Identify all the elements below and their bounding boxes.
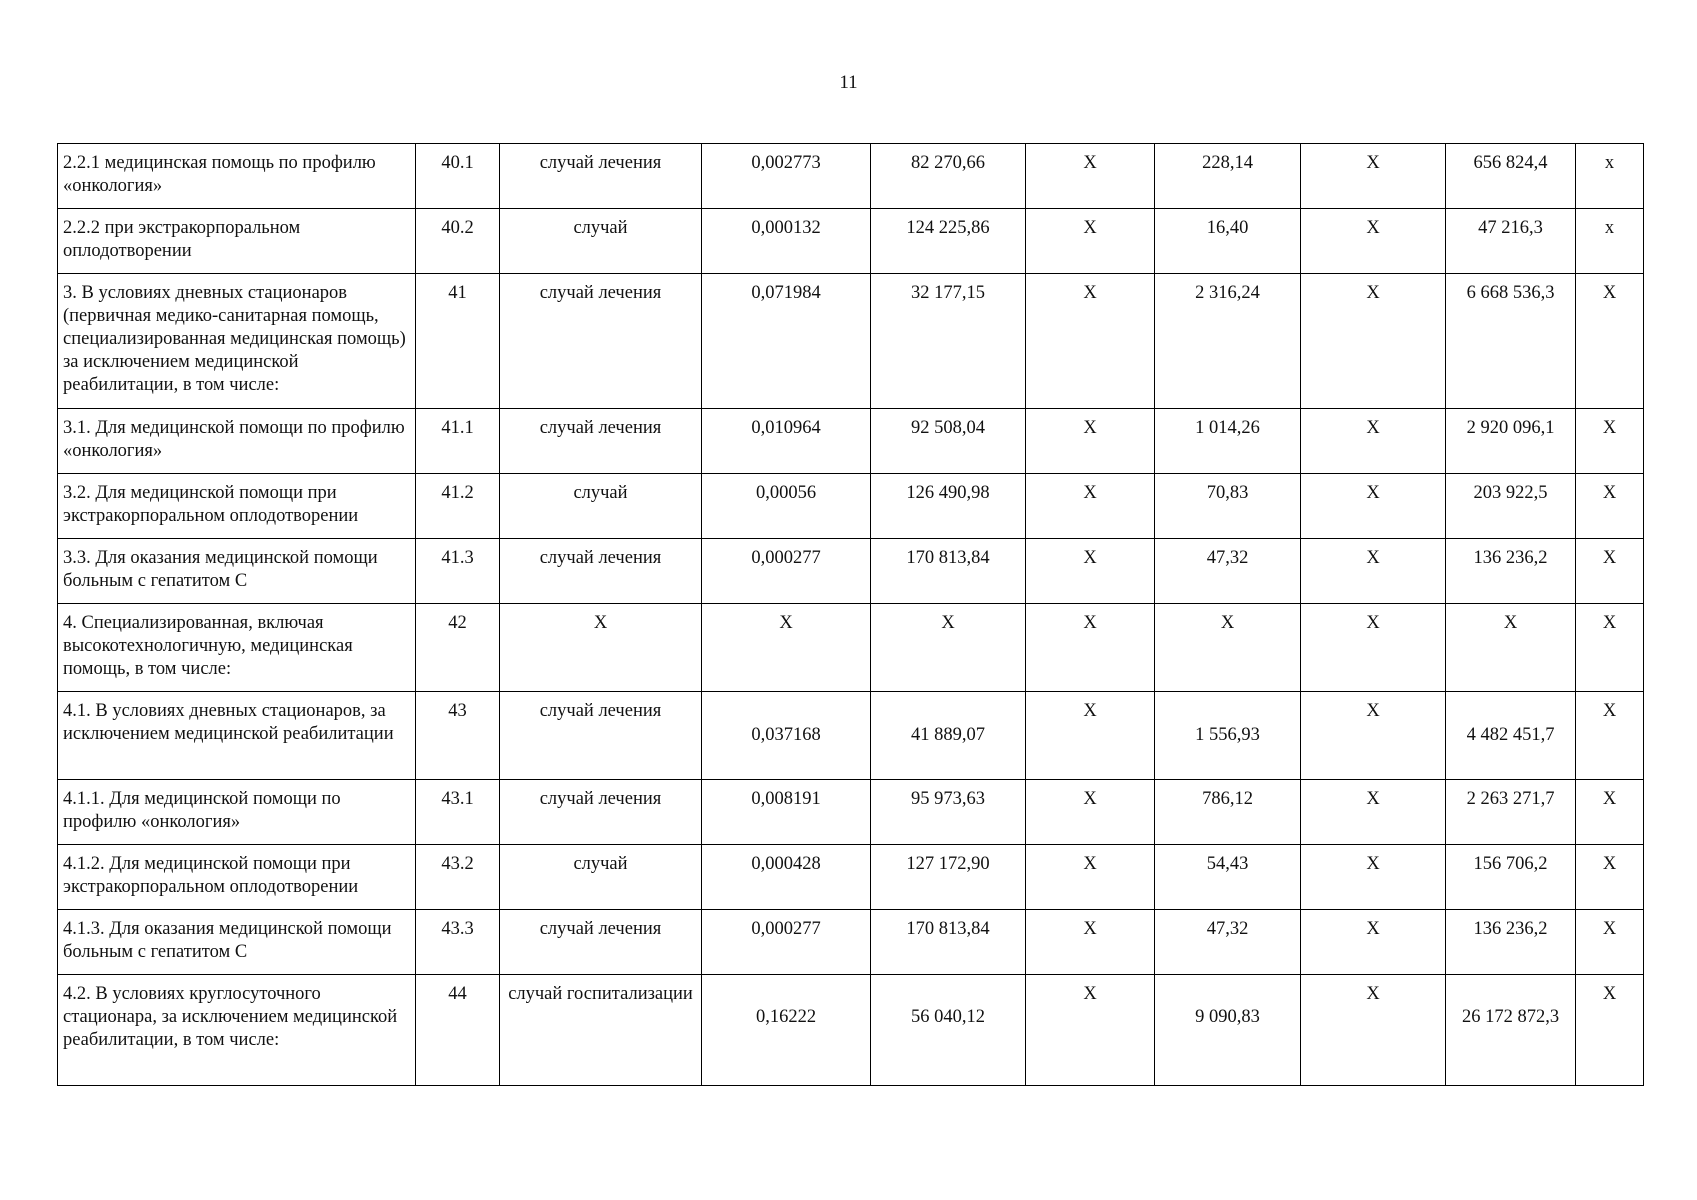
- row-code: 43.3: [416, 910, 500, 975]
- row-total: 2 920 096,1: [1446, 409, 1576, 474]
- row-per-capita: 9 090,83: [1155, 975, 1301, 1086]
- row-name: 4.1.1. Для медицинской помощи по профилю «онкология»: [58, 780, 416, 845]
- row-code: 41: [416, 274, 500, 409]
- row-col6: X: [1026, 780, 1155, 845]
- row-cost: 41 889,07: [871, 692, 1026, 780]
- row-norm: X: [702, 604, 871, 692]
- row-col6: X: [1026, 539, 1155, 604]
- table-row: [58, 845, 1644, 910]
- row-unit: случай: [500, 474, 702, 539]
- row-total: 2 263 271,7: [1446, 780, 1576, 845]
- row-name: 3.1. Для медицинской помощи по профилю «онкология»: [58, 409, 416, 474]
- row-norm: 0,000277: [702, 910, 871, 975]
- row-cost: 82 270,66: [871, 144, 1026, 209]
- row-col6: X: [1026, 209, 1155, 274]
- row-name: 4.1.2. Для медицинской помощи при экстракорпоральном оплодотворении: [58, 845, 416, 910]
- row-norm: 0,010964: [702, 409, 871, 474]
- row-col8: X: [1301, 604, 1446, 692]
- row-total: 6 668 536,3: [1446, 274, 1576, 409]
- row-code: 41.3: [416, 539, 500, 604]
- row-name: 3. В условиях дневных стационаров (первичная медико-санитарная помощь, специализированная медицинская помощь) за исключением медицинской реабилитации, в том числе:: [58, 274, 416, 409]
- row-name: 3.3. Для оказания медицинской помощи больным с гепатитом С: [58, 539, 416, 604]
- row-col8: X: [1301, 274, 1446, 409]
- row-total: 656 824,4: [1446, 144, 1576, 209]
- row-col10: X: [1576, 409, 1644, 474]
- row-unit: случай лечения: [500, 144, 702, 209]
- row-cost: 127 172,90: [871, 845, 1026, 910]
- row-norm: 0,000428: [702, 845, 871, 910]
- row-code: 41.1: [416, 409, 500, 474]
- row-total: X: [1446, 604, 1576, 692]
- row-col6: X: [1026, 692, 1155, 780]
- row-col6: X: [1026, 144, 1155, 209]
- row-unit: случай: [500, 209, 702, 274]
- row-norm: 0,000277: [702, 539, 871, 604]
- row-cost: 56 040,12: [871, 975, 1026, 1086]
- row-total: 26 172 872,3: [1446, 975, 1576, 1086]
- row-unit: случай лечения: [500, 692, 702, 780]
- row-name: 4.2. В условиях круглосуточного стационара, за исключением медицинской реабилитации, в том числе:: [58, 975, 416, 1086]
- row-name: 2.2.2 при экстракорпоральном оплодотворении: [58, 209, 416, 274]
- row-name: 2.2.1 медицинская помощь по профилю «онкология»: [58, 144, 416, 209]
- row-unit: случай: [500, 845, 702, 910]
- row-total: 47 216,3: [1446, 209, 1576, 274]
- row-total: 156 706,2: [1446, 845, 1576, 910]
- table-row: [58, 274, 1644, 409]
- row-per-capita: 1 556,93: [1155, 692, 1301, 780]
- row-per-capita: 786,12: [1155, 780, 1301, 845]
- table-row: [58, 539, 1644, 604]
- row-code: 41.2: [416, 474, 500, 539]
- row-norm: 0,002773: [702, 144, 871, 209]
- row-cost: 126 490,98: [871, 474, 1026, 539]
- row-unit: X: [500, 604, 702, 692]
- row-cost: 170 813,84: [871, 910, 1026, 975]
- row-col8: X: [1301, 780, 1446, 845]
- row-per-capita: 54,43: [1155, 845, 1301, 910]
- row-col10: X: [1576, 474, 1644, 539]
- row-cost: X: [871, 604, 1026, 692]
- table-row: [58, 474, 1644, 539]
- row-col6: X: [1026, 604, 1155, 692]
- row-per-capita: 2 316,24: [1155, 274, 1301, 409]
- row-norm: 0,071984: [702, 274, 871, 409]
- table-row: [58, 975, 1644, 1086]
- row-norm: 0,000132: [702, 209, 871, 274]
- row-cost: 124 225,86: [871, 209, 1026, 274]
- row-col6: X: [1026, 474, 1155, 539]
- row-col6: X: [1026, 910, 1155, 975]
- norms-table: [57, 143, 1644, 1086]
- row-code: 40.2: [416, 209, 500, 274]
- row-col6: X: [1026, 845, 1155, 910]
- row-unit: случай лечения: [500, 780, 702, 845]
- row-col10: X: [1576, 845, 1644, 910]
- row-code: 44: [416, 975, 500, 1086]
- row-name: 4. Специализированная, включая высокотехнологичную, медицинская помощь, в том числе:: [58, 604, 416, 692]
- table-row: [58, 692, 1644, 780]
- row-total: 136 236,2: [1446, 910, 1576, 975]
- table-row: [58, 144, 1644, 209]
- page-number: 11: [839, 72, 858, 93]
- row-norm: 0,037168: [702, 692, 871, 780]
- row-per-capita: 1 014,26: [1155, 409, 1301, 474]
- row-norm: 0,00056: [702, 474, 871, 539]
- row-cost: 170 813,84: [871, 539, 1026, 604]
- row-col8: X: [1301, 409, 1446, 474]
- row-name: 4.1. В условиях дневных стационаров, за исключением медицинской реабилитации: [58, 692, 416, 780]
- row-unit: случай госпитализации: [500, 975, 702, 1086]
- table-row: [58, 780, 1644, 845]
- row-col10: X: [1576, 539, 1644, 604]
- row-norm: 0,16222: [702, 975, 871, 1086]
- row-col10: X: [1576, 274, 1644, 409]
- row-code: 43.2: [416, 845, 500, 910]
- row-col6: X: [1026, 409, 1155, 474]
- row-col10: х: [1576, 144, 1644, 209]
- row-col10: X: [1576, 604, 1644, 692]
- row-unit: случай лечения: [500, 910, 702, 975]
- row-per-capita: X: [1155, 604, 1301, 692]
- row-code: 42: [416, 604, 500, 692]
- row-col10: X: [1576, 692, 1644, 780]
- row-col10: х: [1576, 209, 1644, 274]
- row-col8: X: [1301, 975, 1446, 1086]
- row-total: 203 922,5: [1446, 474, 1576, 539]
- row-col6: X: [1026, 274, 1155, 409]
- row-code: 43.1: [416, 780, 500, 845]
- row-col8: X: [1301, 692, 1446, 780]
- row-col8: X: [1301, 539, 1446, 604]
- row-code: 43: [416, 692, 500, 780]
- table-row: [58, 910, 1644, 975]
- row-cost: 32 177,15: [871, 274, 1026, 409]
- table-row: [58, 604, 1644, 692]
- row-per-capita: 47,32: [1155, 539, 1301, 604]
- table-row: [58, 409, 1644, 474]
- row-unit: случай лечения: [500, 409, 702, 474]
- row-total: 136 236,2: [1446, 539, 1576, 604]
- row-per-capita: 47,32: [1155, 910, 1301, 975]
- row-cost: 92 508,04: [871, 409, 1026, 474]
- row-name: 4.1.3. Для оказания медицинской помощи больным с гепатитом С: [58, 910, 416, 975]
- row-col8: X: [1301, 209, 1446, 274]
- row-total: 4 482 451,7: [1446, 692, 1576, 780]
- row-col8: X: [1301, 845, 1446, 910]
- row-per-capita: 70,83: [1155, 474, 1301, 539]
- row-col10: X: [1576, 780, 1644, 845]
- row-unit: случай лечения: [500, 274, 702, 409]
- row-norm: 0,008191: [702, 780, 871, 845]
- row-per-capita: 16,40: [1155, 209, 1301, 274]
- row-col10: X: [1576, 975, 1644, 1086]
- row-code: 40.1: [416, 144, 500, 209]
- row-unit: случай лечения: [500, 539, 702, 604]
- row-col8: X: [1301, 910, 1446, 975]
- table-row: [58, 209, 1644, 274]
- row-cost: 95 973,63: [871, 780, 1026, 845]
- row-col10: X: [1576, 910, 1644, 975]
- row-name: 3.2. Для медицинской помощи при экстракорпоральном оплодотворении: [58, 474, 416, 539]
- row-col8: X: [1301, 144, 1446, 209]
- row-col6: X: [1026, 975, 1155, 1086]
- row-per-capita: 228,14: [1155, 144, 1301, 209]
- row-col8: X: [1301, 474, 1446, 539]
